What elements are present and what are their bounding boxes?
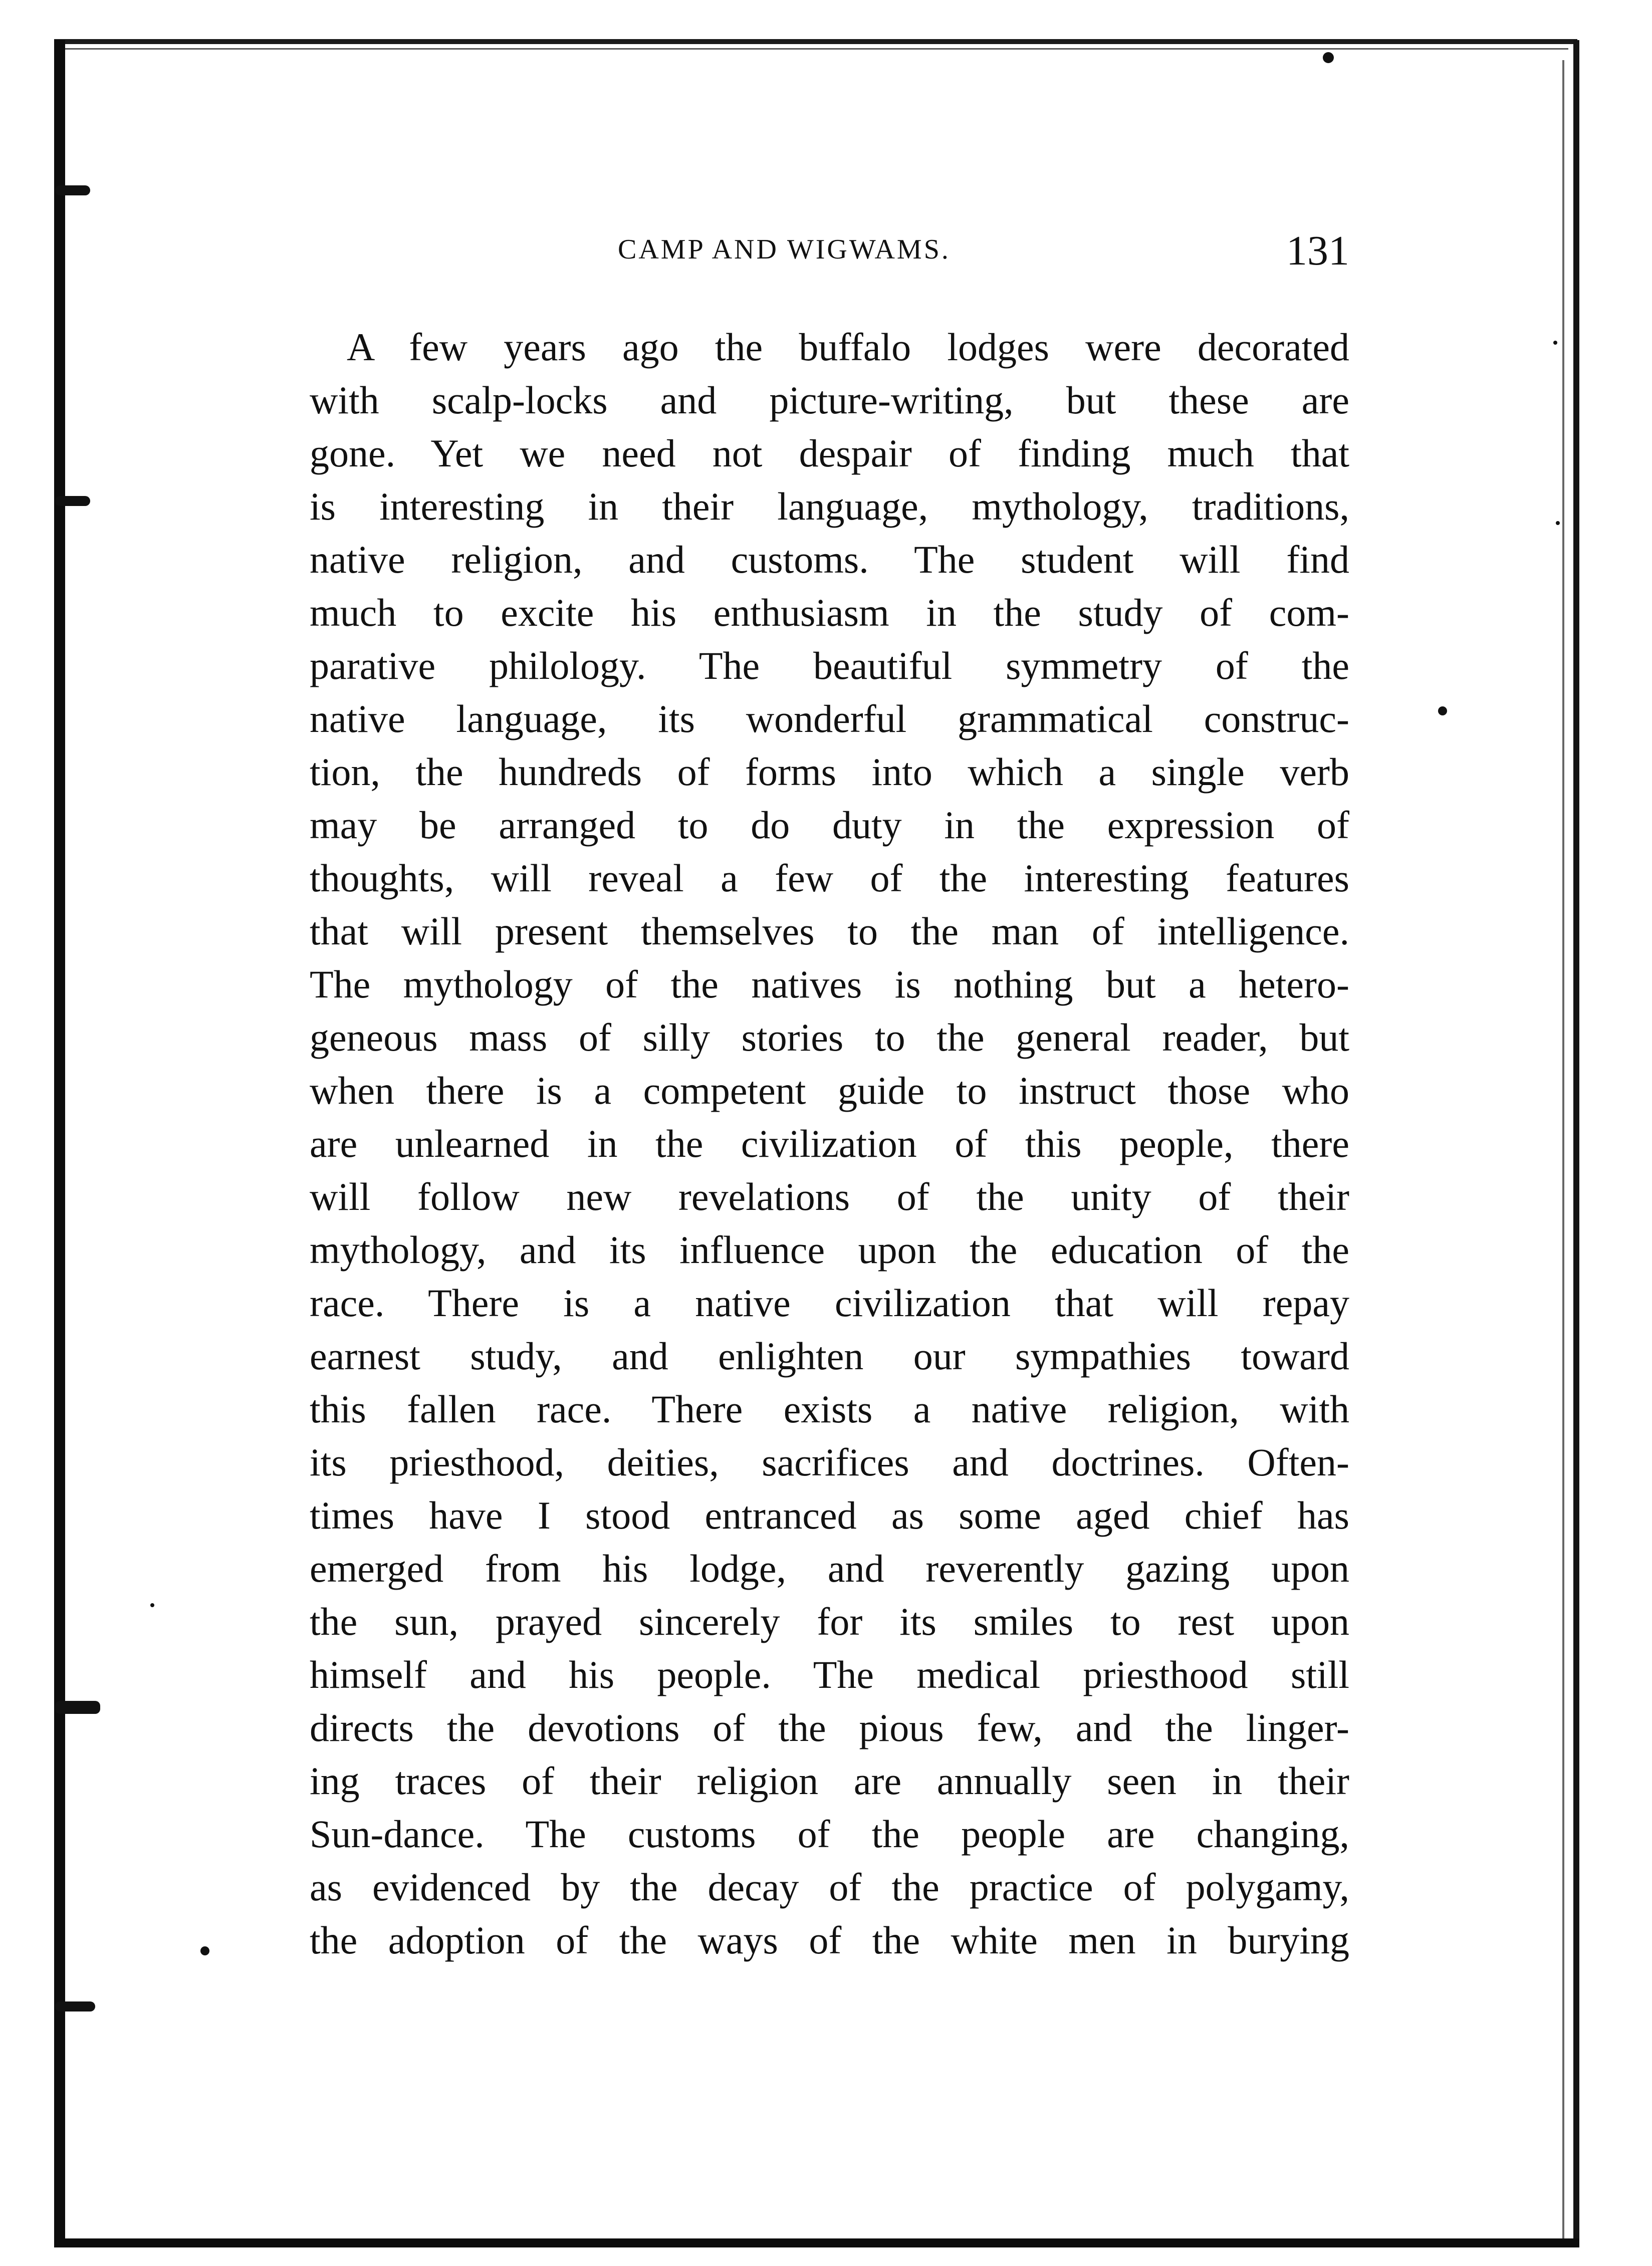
page-number: 131: [1286, 227, 1349, 274]
text-line: directs the devotions of the pious few, and the linger-: [310, 1706, 1349, 1749]
text-line: will follow new revelations of the unity of their: [310, 1175, 1349, 1218]
text-line: with scalp-locks and picture-writing, but these are: [310, 378, 1349, 422]
page-border-left: [54, 40, 65, 2244]
text-line: earnest study, and enlighten our sympathies toward: [310, 1334, 1349, 1378]
ink-speck: [150, 1603, 154, 1607]
text-line: this fallen race. There exists a native religion, with: [310, 1387, 1349, 1431]
text-line: that will present themselves to the man of intelligence.: [310, 909, 1349, 953]
text-line: may be arranged to do duty in the expression of: [310, 803, 1349, 847]
text-line: himself and his people. The medical priesthood still: [310, 1653, 1349, 1696]
text-line: geneous mass of silly stories to the general reader, but: [310, 1016, 1349, 1059]
text-line: thoughts, will reveal a few of the interesting features: [310, 856, 1349, 900]
text-line: The mythology of the natives is nothing but a hetero-: [310, 962, 1349, 1006]
text-line: race. There is a native civilization that will repay: [310, 1281, 1349, 1325]
text-line: emerged from his lodge, and reverently gazing upon: [310, 1547, 1349, 1590]
ink-speck: [1556, 521, 1560, 525]
text-line: parative philology. The beautiful symmetry of the: [310, 644, 1349, 687]
page-border-top-inner: [60, 48, 1568, 50]
text-line: times have I stood entranced as some aged chief has: [310, 1493, 1349, 1537]
text-line: is interesting in their language, mythology, traditions,: [310, 484, 1349, 528]
page-header: [310, 226, 1349, 272]
text-line: mythology, and its influence upon the education of the: [310, 1228, 1349, 1272]
text-line: its priesthood, deities, sacrifices and doctrines. Often-: [310, 1440, 1349, 1484]
text-line: the adoption of the ways of the white men in burying: [310, 1918, 1349, 1962]
running-head: CAMP AND WIGWAMS.: [618, 234, 951, 265]
text-line: A few years ago the buffalo lodges were decorated: [347, 325, 1349, 369]
text-line: gone. Yet we need not despair of finding much that: [310, 431, 1349, 475]
page-border-bottom: [54, 2238, 1579, 2247]
text-line: when there is a competent guide to instruct those who: [310, 1069, 1349, 1112]
text-line: the sun, prayed sincerely for its smiles to rest upon: [310, 1600, 1349, 1643]
ink-speck: [200, 1946, 209, 1955]
text-line: native religion, and customs. The student will find: [310, 538, 1349, 581]
body-paragraph: [310, 321, 1349, 1967]
text-line: tion, the hundreds of forms into which a single verb: [310, 750, 1349, 794]
binding-mark: [55, 1701, 100, 1714]
binding-mark: [55, 2001, 95, 2011]
page-border-right-inner: [1562, 60, 1564, 2244]
text-line: as evidenced by the decay of the practice of polygamy,: [310, 1865, 1349, 1909]
text-line: ing traces of their religion are annually seen in their: [310, 1759, 1349, 1803]
ink-speck: [1553, 341, 1557, 345]
page-border-right: [1573, 40, 1579, 2244]
binding-mark: [55, 185, 90, 195]
text-line: much to excite his enthusiasm in the study of com-: [310, 591, 1349, 634]
binding-mark: [55, 496, 90, 506]
text-line: are unlearned in the civilization of this people, there: [310, 1122, 1349, 1165]
text-line: native language, its wonderful grammatical construc-: [310, 697, 1349, 740]
ink-speck: [1438, 706, 1447, 715]
ink-speck: [1323, 52, 1334, 63]
page-border-top: [54, 39, 1577, 44]
text-line: Sun-dance. The customs of the people are changing,: [310, 1812, 1349, 1856]
